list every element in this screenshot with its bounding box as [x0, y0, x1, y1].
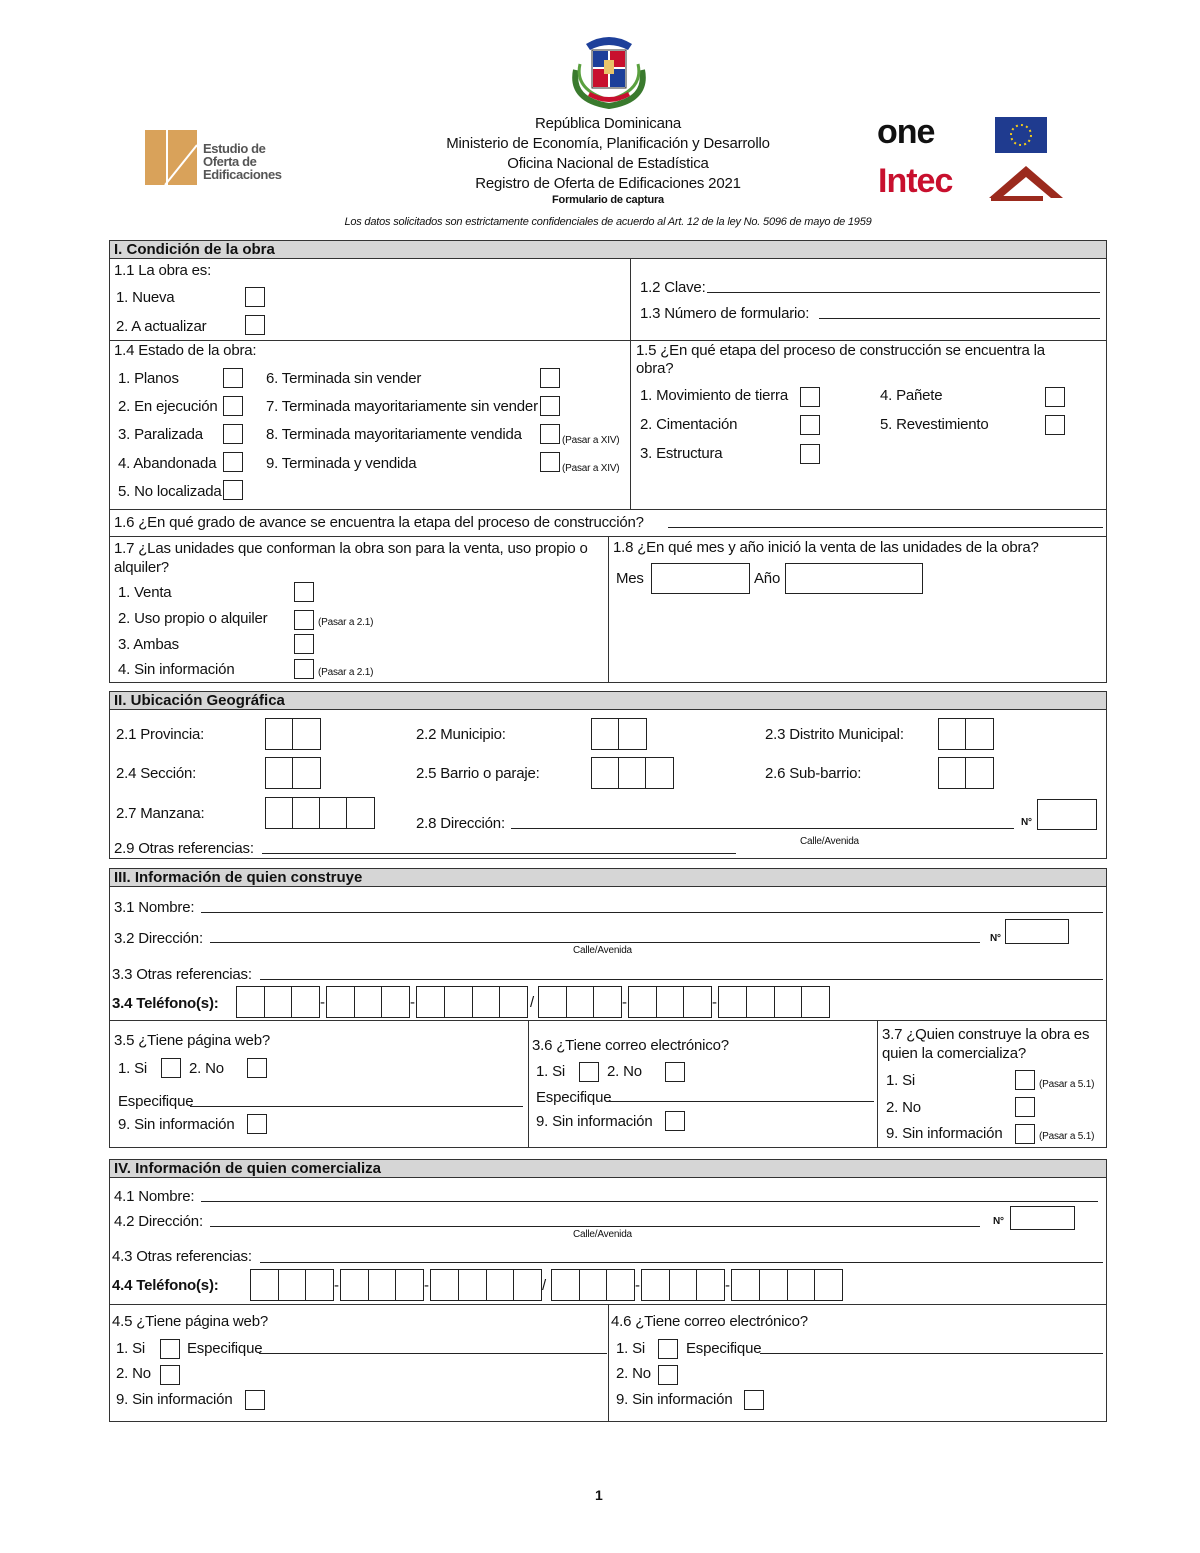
q1-3-label: 1.3 Número de formulario:: [640, 305, 810, 322]
q1-1-nueva-checkbox[interactable]: [245, 287, 265, 307]
telefono-4-prefix-1[interactable]: [340, 1269, 424, 1301]
q1-4-opt-9-checkbox[interactable]: [540, 452, 560, 472]
q1-5-opt-2: 2. Cimentación: [640, 416, 738, 433]
q1-1-label: 1.1 La obra es:: [114, 262, 212, 279]
q1-4-opt-3: 3. Paralizada: [118, 426, 203, 443]
q1-7-opt-3: 3. Ambas: [118, 636, 179, 653]
otras-ref-4-field[interactable]: [260, 1262, 1103, 1263]
q4-6-especifique-label: Especifique: [686, 1340, 762, 1357]
q1-4-opt-5: 5. No localizada: [118, 483, 222, 500]
q4-5-no-checkbox[interactable]: [160, 1365, 180, 1385]
q4-6-si-checkbox[interactable]: [658, 1339, 678, 1359]
separator-dash: -: [334, 1277, 339, 1294]
otras-ref-4-label: 4.3 Otras referencias:: [112, 1248, 252, 1265]
logo-text-2: Oferta de: [203, 154, 257, 169]
q1-4-opt-5-checkbox[interactable]: [223, 480, 243, 500]
q1-8-ano-input[interactable]: [785, 563, 923, 594]
q1-7-opt-4-checkbox[interactable]: [294, 659, 314, 679]
one-logo: one: [877, 113, 935, 151]
header-registry: Registro de Oferta de Edificaciones 2021: [475, 175, 741, 192]
q1-4-label: 1.4 Estado de la obra:: [114, 342, 257, 359]
q1-7-opt-4: 4. Sin información: [118, 661, 235, 678]
q1-7-opt-1-checkbox[interactable]: [294, 582, 314, 602]
q3-7-si-skip: (Pasar a 5.1): [1039, 1079, 1095, 1090]
direccion-4-label: 4.2 Dirección:: [114, 1213, 203, 1230]
separator-dash: -: [320, 994, 325, 1011]
telefono-3-prefix-1[interactable]: [326, 986, 410, 1018]
q4-6-sininfo-checkbox[interactable]: [744, 1390, 764, 1410]
q1-7-opt-2-skip: (Pasar a 2.1): [318, 617, 374, 628]
q3-6-no-label: 2. No: [607, 1063, 642, 1080]
q1-4-opt-6: 6. Terminada sin vender: [266, 370, 422, 387]
q1-4-opt-7: 7. Terminada mayoritariamente sin vender: [266, 398, 538, 415]
q3-6-si-checkbox[interactable]: [579, 1062, 599, 1082]
direccion-4-no-input[interactable]: [1010, 1206, 1075, 1230]
separator-slash: /: [530, 994, 534, 1011]
q1-4-opt-7-checkbox[interactable]: [540, 396, 560, 416]
direccion-2-no-label: N°: [1021, 817, 1032, 828]
q1-4-opt-8-checkbox[interactable]: [540, 424, 560, 444]
q1-5-opt-5: 5. Revestimiento: [880, 416, 989, 433]
telefono-3-prefix-2[interactable]: [628, 986, 712, 1018]
q1-5-opt-5-checkbox[interactable]: [1045, 415, 1065, 435]
direccion-2-no-input[interactable]: [1037, 799, 1097, 830]
q3-6-especifique-field[interactable]: [606, 1101, 874, 1102]
q1-5-opt-1: 1. Movimiento de tierra: [640, 387, 788, 404]
q4-6-especifique-field[interactable]: [760, 1353, 1103, 1354]
nombre-4-label: 4.1 Nombre:: [114, 1188, 195, 1205]
section-4-header: IV. Información de quien comercializa: [109, 1159, 1107, 1178]
q4-6-si-label: 1. Si: [616, 1340, 646, 1357]
separator-dash: -: [725, 1277, 730, 1294]
q3-6-no-checkbox[interactable]: [665, 1062, 685, 1082]
q1-7-opt-2-checkbox[interactable]: [294, 610, 314, 630]
eu-flag-icon: [995, 117, 1047, 153]
q1-4-opt-4: 4. Abandonada: [118, 455, 217, 472]
nombre-4-field[interactable]: [201, 1201, 1098, 1202]
barrio-label: 2.5 Barrio o paraje:: [416, 765, 540, 782]
q3-5-sininfo-checkbox[interactable]: [247, 1114, 267, 1134]
q1-2-label: 1.2 Clave:: [640, 279, 706, 296]
q1-5-opt-2-checkbox[interactable]: [800, 415, 820, 435]
subbarrio-cells[interactable]: [938, 757, 994, 789]
telefono-3-area-1[interactable]: [236, 986, 320, 1018]
manzana-label: 2.7 Manzana:: [116, 805, 205, 822]
q1-4-opt-1: 1. Planos: [118, 370, 179, 387]
q3-5-sininfo-label: 9. Sin información: [118, 1116, 235, 1133]
separator-dash: -: [410, 994, 415, 1011]
direccion-3-no-input[interactable]: [1005, 919, 1069, 944]
telefono-4-area-1[interactable]: [250, 1269, 334, 1301]
section-3-header: III. Información de quien construye: [109, 868, 1107, 887]
q4-6-no-label: 2. No: [616, 1365, 651, 1382]
q1-7-opt-1: 1. Venta: [118, 584, 172, 601]
q3-5-no-label: 2. No: [189, 1060, 224, 1077]
separator-dash: -: [635, 1277, 640, 1294]
q1-4-opt-8: 8. Terminada mayoritariamente vendida: [266, 426, 522, 443]
separator-slash: /: [542, 1277, 546, 1294]
q1-6-label: 1.6 ¿En qué grado de avance se encuentra la etapa del proceso de construcción?: [114, 514, 644, 531]
q3-5-si-checkbox[interactable]: [161, 1058, 181, 1078]
section-2-header: II. Ubicación Geográfica: [109, 691, 1107, 710]
q3-7-sininfo-checkbox[interactable]: [1015, 1124, 1035, 1144]
q1-4-opt-9-skip: (Pasar a XIV): [562, 463, 620, 474]
estudio-oferta-logo: [145, 130, 300, 185]
q1-8-mes-label: Mes: [616, 570, 644, 587]
municipio-label: 2.2 Municipio:: [416, 726, 506, 743]
q1-4-opt-2: 2. En ejecución: [118, 398, 218, 415]
q1-4-opt-2-checkbox[interactable]: [223, 396, 243, 416]
otras-ref-2-label: 2.9 Otras referencias:: [114, 840, 254, 857]
q3-6-label: 3.6 ¿Tiene correo electrónico?: [532, 1037, 729, 1054]
distrito-label: 2.3 Distrito Municipal:: [765, 726, 904, 743]
q1-8-mes-input[interactable]: [651, 563, 750, 594]
header-office: Oficina Nacional de Estadística: [507, 155, 709, 172]
q1-8-label: 1.8 ¿En qué mes y año inició la venta de las unidades de la obra?: [613, 539, 1039, 556]
provincia-label: 2.1 Provincia:: [116, 726, 205, 743]
q4-5-especifique-label: Especifique: [187, 1340, 263, 1357]
q4-6-sininfo-label: 9. Sin información: [616, 1391, 733, 1408]
subbarrio-label: 2.6 Sub-barrio:: [765, 765, 862, 782]
distrito-cells[interactable]: [938, 718, 994, 750]
seccion-cells[interactable]: [265, 757, 321, 789]
provincia-cells[interactable]: [265, 718, 321, 750]
q1-7-label: 1.7 ¿Las unidades que conforman la obra son para la venta, uso propio o alquiler?: [114, 540, 588, 576]
q1-5-opt-4: 4. Pañete: [880, 387, 943, 404]
direccion-4-no-label: N°: [993, 1216, 1004, 1227]
q1-1-opt-1: 1. Nueva: [116, 289, 175, 306]
q3-7-label: 3.7 ¿Quien construye la obra es quien la comercializa?: [882, 1026, 1090, 1062]
q1-4-opt-8-skip: (Pasar a XIV): [562, 435, 620, 446]
direccion-3-label: 3.2 Dirección:: [114, 930, 203, 947]
q4-6-label: 4.6 ¿Tiene correo electrónico?: [611, 1313, 808, 1330]
q1-5-opt-4-checkbox[interactable]: [1045, 387, 1065, 407]
direccion-4-field[interactable]: [210, 1226, 980, 1227]
q3-5-label: 3.5 ¿Tiene página web?: [114, 1032, 270, 1049]
q4-6-no-checkbox[interactable]: [658, 1365, 678, 1385]
q1-7-opt-2: 2. Uso propio o alquiler: [118, 610, 268, 627]
coat-of-arms-icon: [566, 30, 652, 110]
manzana-cells[interactable]: [265, 797, 375, 829]
seccion-label: 2.4 Sección:: [116, 765, 197, 782]
q1-3-field[interactable]: [819, 318, 1100, 319]
q4-5-especifique-field[interactable]: [259, 1353, 607, 1354]
q1-1-actualizar-checkbox[interactable]: [245, 315, 265, 335]
q1-7-opt-3-checkbox[interactable]: [294, 634, 314, 654]
logo-text-3: Edificaciones: [203, 167, 282, 182]
barrio-cells[interactable]: [591, 757, 674, 789]
telefono-4-number-2[interactable]: [731, 1269, 843, 1301]
direccion-2-label: 2.8 Dirección:: [416, 815, 505, 832]
telefono-4-area-2[interactable]: [551, 1269, 635, 1301]
q1-5-opt-3: 3. Estructura: [640, 445, 723, 462]
telefono-4-label: 4.4 Teléfono(s):: [112, 1277, 219, 1294]
q3-5-especifique-label: Especifique: [118, 1093, 194, 1110]
q1-6-field[interactable]: [668, 527, 1103, 528]
q4-5-sininfo-label: 9. Sin información: [116, 1391, 233, 1408]
q1-8-ano-label: Año: [754, 570, 781, 587]
q1-5-label: 1.5 ¿En qué etapa del proceso de construcción se encuentra la obra?: [636, 342, 1045, 377]
q1-4-opt-4-checkbox[interactable]: [223, 452, 243, 472]
q3-7-no-label: 2. No: [886, 1099, 921, 1116]
section-1-header: I. Condición de la obra: [109, 240, 1107, 259]
separator-dash: -: [424, 1277, 429, 1294]
otras-ref-3-field[interactable]: [260, 979, 1103, 980]
q3-6-especifique-label: Especifique: [536, 1089, 612, 1106]
acoprovi-logo-icon: [985, 162, 1067, 206]
q3-5-no-checkbox[interactable]: [247, 1058, 267, 1078]
direccion-3-no-label: N°: [990, 933, 1001, 944]
logo-text-1: Estudio de: [203, 141, 266, 156]
telefono-4-prefix-2[interactable]: [641, 1269, 725, 1301]
q3-7-si-checkbox[interactable]: [1015, 1070, 1035, 1090]
telefono-3-area-2[interactable]: [538, 986, 622, 1018]
q3-5-si-label: 1. Si: [118, 1060, 148, 1077]
q3-7-si-label: 1. Si: [886, 1072, 916, 1089]
q3-7-sininfo-label: 9. Sin información: [886, 1125, 1003, 1142]
telefono-3-number-2[interactable]: [718, 986, 830, 1018]
page-number: 1: [595, 1487, 603, 1503]
q1-5-opt-1-checkbox[interactable]: [800, 387, 820, 407]
q3-5-especifique-field[interactable]: [190, 1106, 523, 1107]
q1-1-opt-2: 2. A actualizar: [116, 318, 207, 335]
q3-6-sininfo-label: 9. Sin información: [536, 1113, 653, 1130]
direccion-3-calle-hint: Calle/Avenida: [573, 945, 632, 956]
q1-4-opt-9: 9. Terminada y vendida: [266, 455, 417, 472]
q4-5-no-label: 2. No: [116, 1365, 151, 1382]
q1-4-opt-1-checkbox[interactable]: [223, 368, 243, 388]
q4-5-label: 4.5 ¿Tiene página web?: [112, 1313, 268, 1330]
separator-dash: -: [712, 994, 717, 1011]
q1-4-opt-3-checkbox[interactable]: [223, 424, 243, 444]
direccion-2-field[interactable]: [511, 828, 1014, 829]
otras-ref-2-field[interactable]: [262, 853, 736, 854]
q3-7-no-checkbox[interactable]: [1015, 1097, 1035, 1117]
q4-5-si-label: 1. Si: [116, 1340, 146, 1357]
q4-5-si-checkbox[interactable]: [160, 1339, 180, 1359]
municipio-cells[interactable]: [591, 718, 647, 750]
header-ministry: Ministerio de Economía, Planificación y Desarrollo: [446, 135, 770, 152]
q4-5-sininfo-checkbox[interactable]: [245, 1390, 265, 1410]
header-country: República Dominicana: [534, 115, 682, 132]
header-form-type: Formulario de captura: [552, 194, 664, 206]
intec-logo: Intec: [878, 162, 953, 200]
q1-7-opt-4-skip: (Pasar a 2.1): [318, 667, 374, 678]
q3-6-si-label: 1. Si: [536, 1063, 566, 1080]
q3-7-sininfo-skip: (Pasar a 5.1): [1039, 1131, 1095, 1142]
q1-2-field[interactable]: [707, 292, 1100, 293]
direccion-4-calle-hint: Calle/Avenida: [573, 1229, 632, 1240]
confidential-note: Los datos solicitados son estrictamente confidenciales de acuerdo al Art. 12 de la ley No. 5096 de mayo de 1959: [344, 216, 872, 228]
nombre-3-field[interactable]: [201, 912, 1103, 913]
telefono-4-number-1[interactable]: [430, 1269, 542, 1301]
q3-6-sininfo-checkbox[interactable]: [665, 1111, 685, 1131]
nombre-3-label: 3.1 Nombre:: [114, 899, 195, 916]
direccion-3-field[interactable]: [210, 942, 980, 943]
separator-dash: -: [622, 994, 627, 1011]
q1-4-opt-6-checkbox[interactable]: [540, 368, 560, 388]
direccion-2-calle-hint: Calle/Avenida: [800, 836, 859, 847]
q1-5-opt-3-checkbox[interactable]: [800, 444, 820, 464]
telefono-3-number-1[interactable]: [416, 986, 528, 1018]
telefono-3-label: 3.4 Teléfono(s):: [112, 995, 219, 1012]
otras-ref-3-label: 3.3 Otras referencias:: [112, 966, 252, 983]
